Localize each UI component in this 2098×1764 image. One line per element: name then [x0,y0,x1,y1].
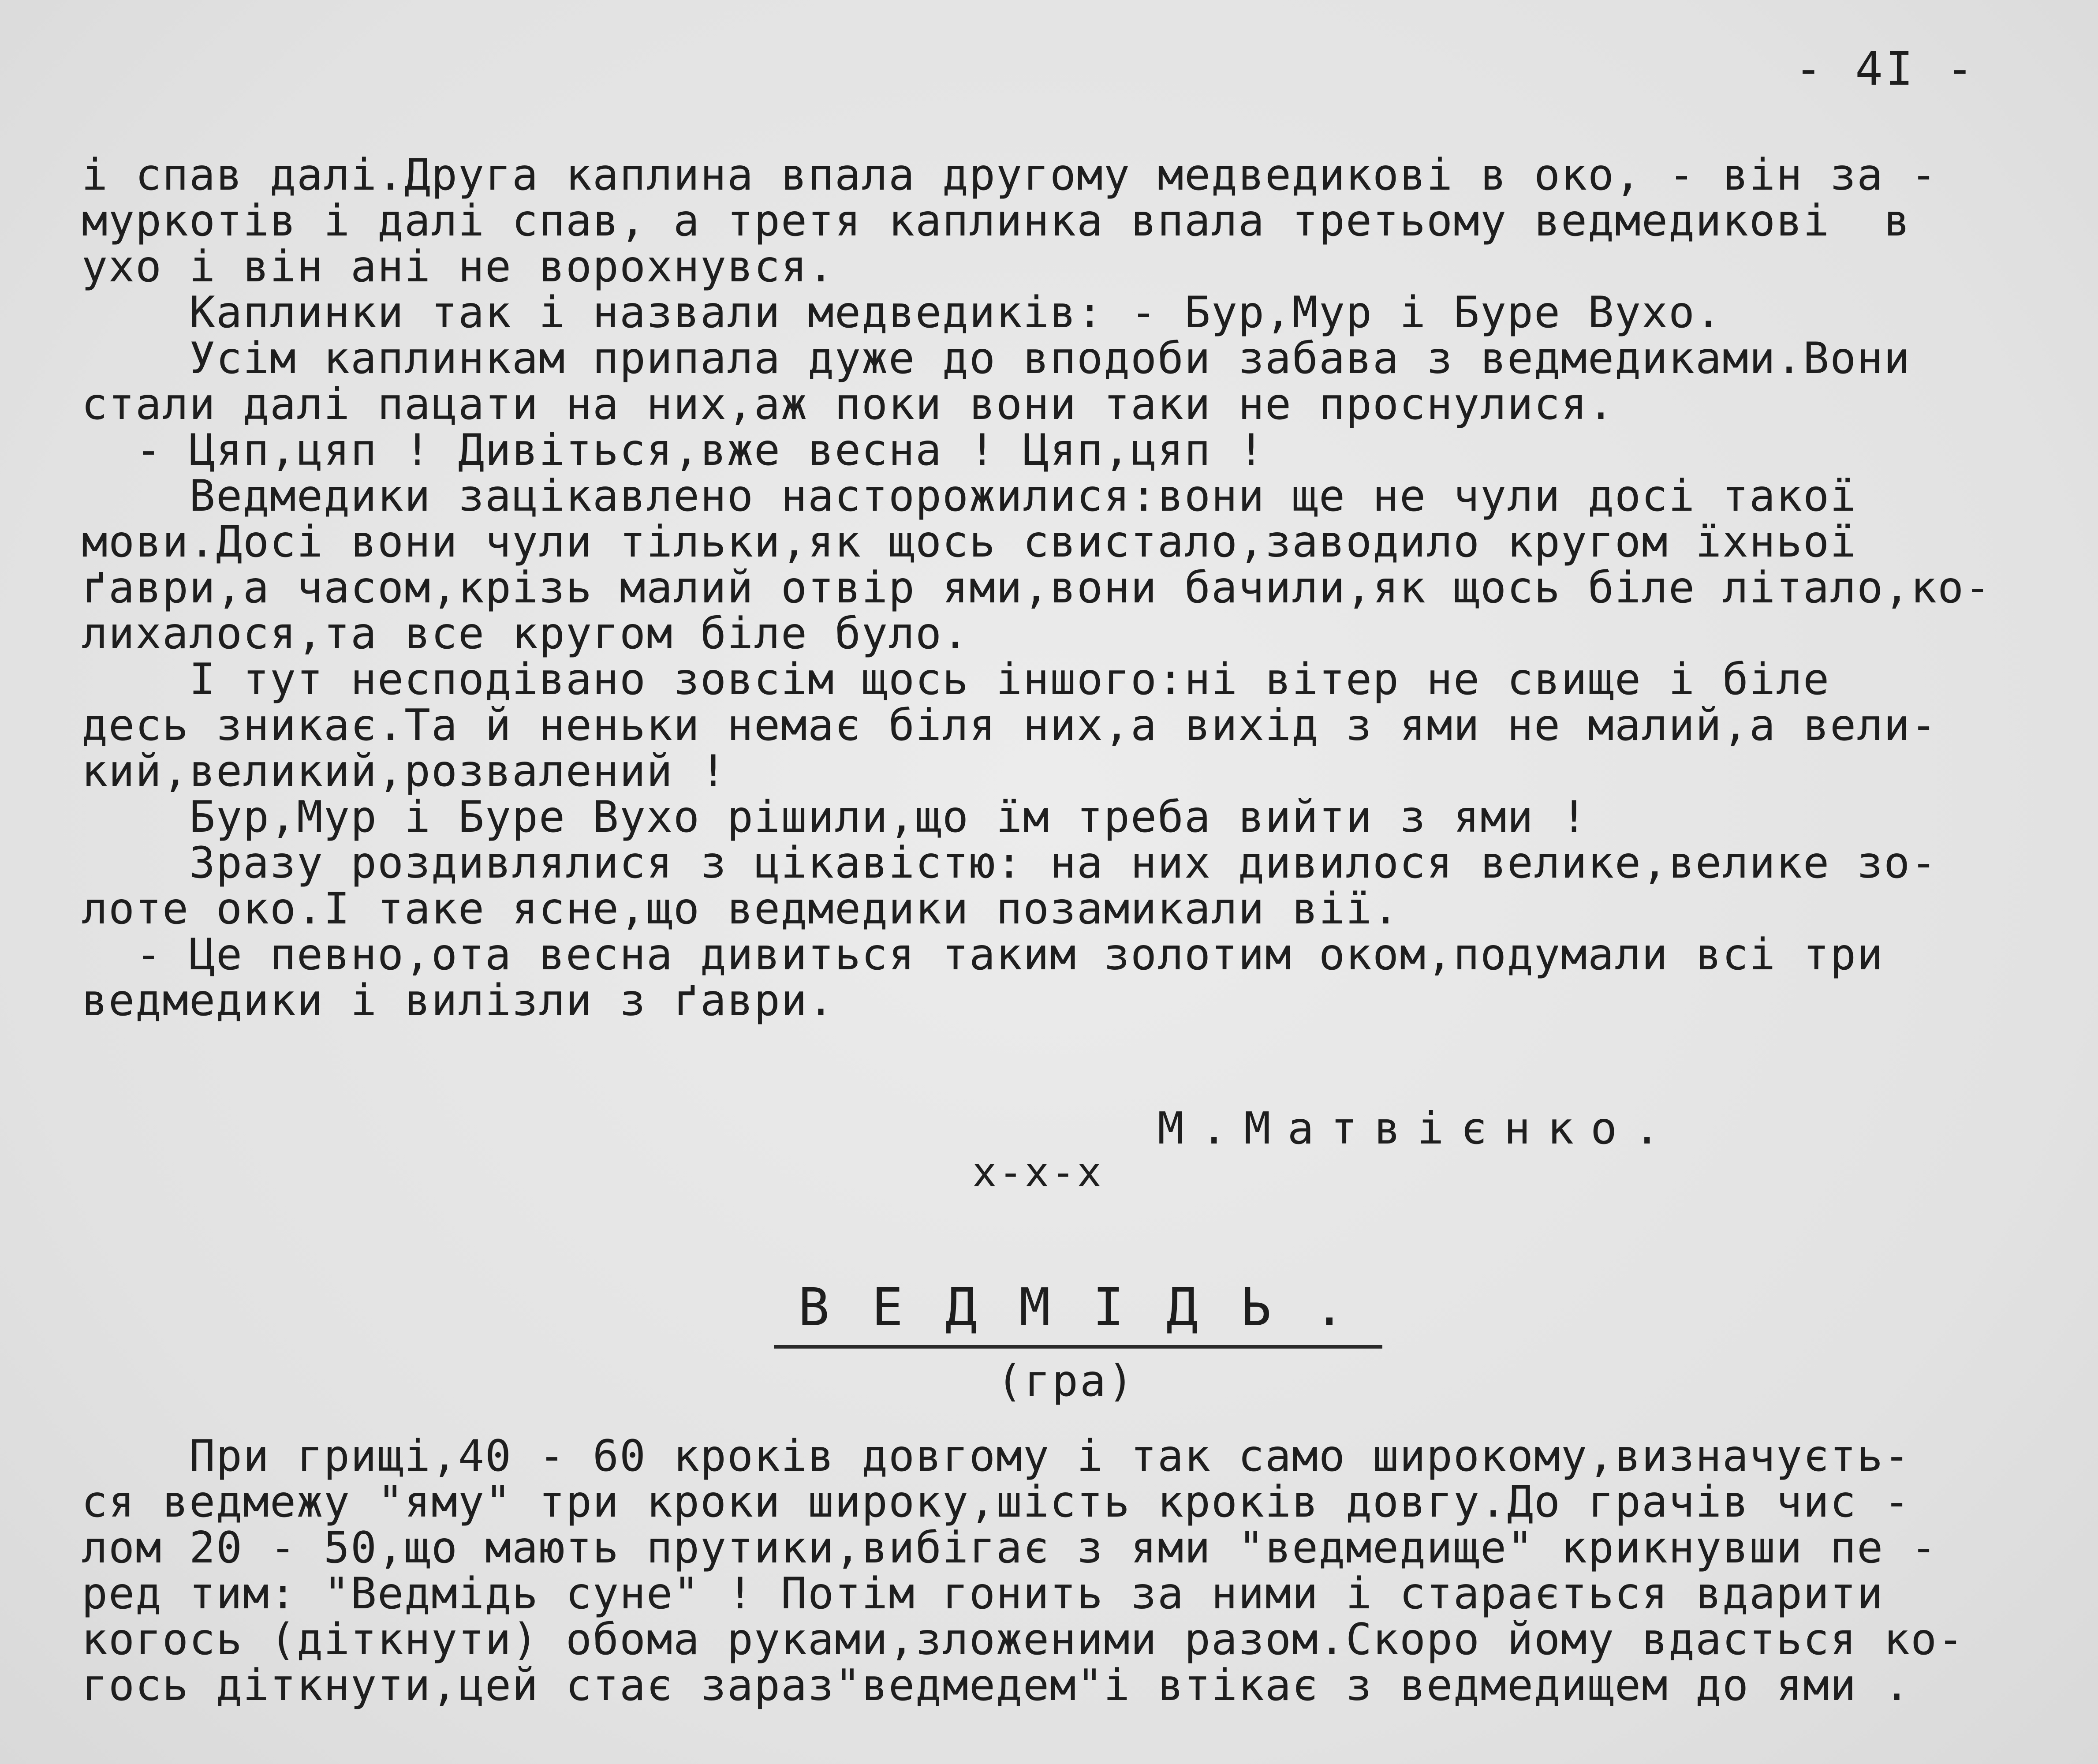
game-line: когось (діткнути) обома руками,зложеними разом.Скоро йому вдасться ко- [82,1615,1965,1665]
story-line: Ведмедики зацікавлено насторожилися:вони ще не чули досі такої [82,471,1857,521]
story-line: ведмедики і вилізли з ґаври. [82,975,835,1026]
game-line: При грищі,40 - 60 кроків довгому і так само широкому,визначуєть- [82,1431,1911,1481]
story-line: Усім каплинкам припала дуже до вподоби забава з ведмедиками.Вони [82,333,1911,384]
game-subtitle: (гра) [997,1356,1136,1406]
story-line: - Це певно,ота весна дивиться таким золотим оком,подумали всі три [82,930,1884,980]
story-line: Каплинки так і назвали медведиків: - Бур,Мур і Буре Вухо. [82,288,1723,338]
author-signature: М.Матвієнко. [1157,1102,1677,1154]
page-number: - 4I - [1795,42,1976,96]
game-line: ред тим: "Ведмідь суне" ! Потім гонить за ними і старається вдарити [82,1569,1884,1619]
story-line: стали далі пацати на них,аж поки вони таки не проснулися. [82,379,1615,430]
story-line: кий,великий,розвалений ! [82,746,728,796]
story-line: десь зникає.Та й неньки немає біля них,а вихід з ями не малий,а вели- [82,700,1938,751]
story-line: мови.Досі вони чули тільки,як щось свистало,заводило кругом їхньої [82,517,1857,567]
game-line: гось діткнути,цей стає зараз"ведмедем"і втікає з ведмедищем до ями . [82,1660,1911,1711]
story-line: муркотів і далі спав, а третя каплинка впала третьому ведмедикові в [82,196,1911,246]
story-line: ґаври,а часом,крізь малий отвір ями,вони бачили,як щось біле літало,ко- [82,563,1992,613]
game-line: лом 20 - 50,що мають прутики,вибігає з ями "ведмедище" крикнувши пе - [82,1523,1938,1573]
game-line: ся ведмежу "яму" три кроки широку,шість кроків довгу.До грачів чис - [82,1477,1911,1527]
story-line: лихалося,та все кругом біле було. [82,609,970,659]
title-underline [774,1345,1382,1349]
story-line: Зразу роздивлялися з цікавістю: на них дивилося велике,велике зо- [82,838,1938,888]
story-line: лоте око.І таке ясне,що ведмедики позамикали вії. [82,884,1400,934]
story-line: І тут несподівано зовсім щось іншого:ні вітер не свище і біле [82,654,1830,705]
story-line: Бур,Мур і Буре Вухо рішили,що їм треба вийти з ями ! [82,792,1588,842]
section-separator: х-х-х [972,1149,1103,1196]
story-line: - Цяп,цяп ! Дивіться,вже весна ! Цяп,цяп ! [82,425,1266,475]
game-title: ВЕДМІДЬ. [798,1277,1388,1338]
story-line: і спав далі.Друга каплина впала другому медведикові в око, - він за - [82,150,1938,200]
story-line: ухо і він ані не ворохнувся. [82,242,835,292]
